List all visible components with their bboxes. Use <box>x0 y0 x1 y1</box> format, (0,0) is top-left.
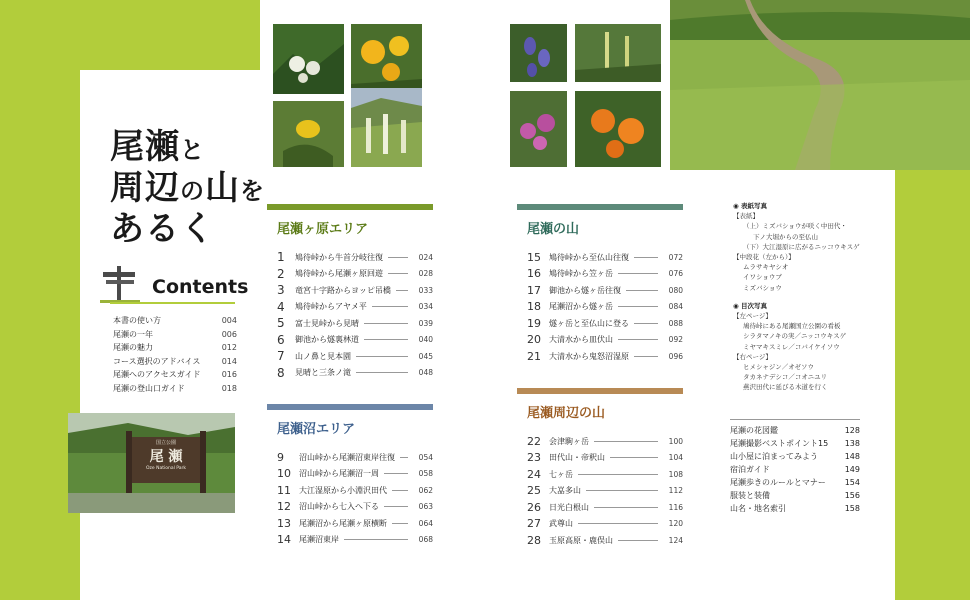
note-line: （下）大江湿原に広がるニッコウキスゲ <box>743 242 860 251</box>
toc-item[interactable]: 23 田代山・帝釈山 104 <box>527 451 683 465</box>
toc-row[interactable]: 尾瀬歩きのルールとマナー 154 <box>730 478 860 487</box>
toc-row[interactable]: 尾瀬へのアクセスガイド 016 <box>113 370 237 379</box>
toc-item[interactable]: 1 鳩待峠から牛首分岐往復 024 <box>277 250 433 265</box>
section-bar <box>267 204 433 210</box>
camera-icon: ◉ <box>733 301 741 310</box>
camera-icon: ◉ <box>733 202 741 210</box>
toc-item[interactable]: 18 尾瀬沼から燧ヶ岳 084 <box>527 300 683 314</box>
toc-item[interactable]: 11 大江湿原から小淵沢田代 062 <box>277 483 433 497</box>
note-line: ヒメシャジン／オゼソウ <box>743 363 815 372</box>
section-heading: 尾瀬沼エリア <box>277 422 356 437</box>
contents-rule <box>110 302 235 304</box>
photo-corn-lily-field <box>351 88 422 167</box>
divider <box>730 419 860 420</box>
section-bar <box>517 204 683 210</box>
section-oze-mountains <box>517 204 683 365</box>
book-title: 尾瀬と 周辺の山を あるく <box>110 127 265 249</box>
sign-en: Oze National Park <box>145 466 186 471</box>
toc-row[interactable]: 尾瀬の花図鑑 128 <box>730 426 860 435</box>
sign-big: 尾 瀬 <box>149 449 183 465</box>
toc-photo-heading: ◉ 目次写真 <box>733 301 767 310</box>
toc-row[interactable]: 尾瀬撮影ベストポイント15 138 <box>730 439 860 448</box>
photo-yellow-violet <box>273 101 344 167</box>
toc-item[interactable]: 9 沼山峠から尾瀬沼東岸往復 054 <box>277 450 433 464</box>
note-line: ミズバショウ <box>743 283 782 292</box>
toc-row[interactable]: コース選択のアドバイス 014 <box>113 356 237 366</box>
photo-oze-grass <box>575 24 661 82</box>
photo-yellow-lily <box>351 24 422 94</box>
toc-row[interactable]: 尾瀬の魅力 012 <box>113 343 237 352</box>
toc-item[interactable]: 22 会津駒ヶ岳 100 <box>527 434 683 448</box>
contents-heading: Contents <box>152 276 249 298</box>
note-line: 【中段花（左から）】 <box>733 253 795 262</box>
sign-small: 国立公園 <box>155 440 176 446</box>
intro-toc <box>113 314 237 395</box>
toc-item[interactable]: 19 燧ヶ岳と至仏山に登る 088 <box>527 316 683 330</box>
toc-item[interactable]: 15 鳩待峠から至仏山往復 072 <box>527 250 683 264</box>
toc-item[interactable]: 28 玉原高原・鹿俣山 124 <box>527 533 683 547</box>
section-heading: 尾瀬ヶ原エリア <box>277 222 369 237</box>
extras-toc <box>730 424 860 515</box>
note-line: タカネナデシコ／コオニユリ <box>743 373 828 382</box>
toc-row[interactable]: 服装と装備 156 <box>730 491 860 500</box>
toc-item[interactable]: 10 沼山峠から尾瀬沼一周 058 <box>277 467 433 481</box>
toc-item[interactable]: 6 御池から燧裏林道 040 <box>277 332 433 347</box>
toc-item[interactable]: 17 御池から燧ヶ岳往復 080 <box>527 283 683 297</box>
section-ozenuma <box>267 404 433 548</box>
photo-boardwalk-marsh <box>670 0 970 170</box>
green-accent-left <box>0 70 80 600</box>
note-line: 下ノ大堀からの至仏山 <box>753 232 818 241</box>
toc-row[interactable]: 宿泊ガイド 149 <box>730 465 860 474</box>
note-line: イワショウブ <box>743 273 782 282</box>
toc-item[interactable]: 25 大嵓多山 112 <box>527 484 683 498</box>
toc-item[interactable]: 21 大清水から鬼怒沼湿原 096 <box>527 349 683 363</box>
green-accent-right <box>895 170 970 600</box>
signpost-icon <box>100 262 140 304</box>
section-ozegahara <box>267 204 433 381</box>
toc-item[interactable]: 26 日光白根山 116 <box>527 500 683 514</box>
section-bar <box>517 388 683 394</box>
note-line: 【左ページ】 <box>733 312 772 321</box>
toc-item[interactable]: 7 山ノ鼻と見本園 045 <box>277 349 433 364</box>
toc-item[interactable]: 5 富士見峠から見晴 039 <box>277 316 433 331</box>
toc-item[interactable]: 27 武尊山 120 <box>527 517 683 531</box>
note-line: 【右ページ】 <box>733 352 772 361</box>
section-bar <box>267 404 433 410</box>
photo-orange-lily <box>575 91 661 167</box>
note-line: （上）ミズバショウが咲く中田代・ <box>743 222 847 231</box>
toc-item[interactable]: 20 大清水から皿伏山 092 <box>527 333 683 347</box>
note-line: 燕沢田代に延びる木道を行く <box>743 383 828 392</box>
note-line: 鳩待峠にある尾瀬国立公園の看板 <box>743 322 841 331</box>
cover-photo-heading: ◉ 表紙写真 <box>733 202 767 210</box>
photo-notes <box>733 201 883 393</box>
toc-item[interactable]: 13 尾瀬沼から尾瀬ヶ原横断 064 <box>277 516 433 530</box>
photo-pink-dianthus <box>510 91 567 167</box>
toc-item[interactable]: 8 見晴と三条ノ滝 048 <box>277 365 433 380</box>
photo-oze-signboard <box>68 413 235 513</box>
section-heading: 尾瀬の山 <box>527 222 580 237</box>
toc-row[interactable]: 山名・地名索引 158 <box>730 504 860 513</box>
note-line: シラタマノキの実／ニッコウキスゲ <box>743 332 847 341</box>
toc-item[interactable]: 12 沼山峠から七入へ下る 063 <box>277 500 433 514</box>
photo-white-berries <box>273 24 344 94</box>
toc-row[interactable]: 尾瀬の一年 006 <box>113 329 237 339</box>
toc-item[interactable]: 14 尾瀬沼東岸 068 <box>277 533 433 547</box>
green-accent-top <box>0 0 260 70</box>
toc-item[interactable]: 16 鳩待峠から笠ヶ岳 076 <box>527 267 683 281</box>
toc-row[interactable]: 山小屋に泊まってみよう 148 <box>730 452 860 461</box>
toc-item[interactable]: 3 竜宮十字路からヨッピ吊橋 033 <box>277 283 433 298</box>
section-surrounding-mountains <box>517 388 683 549</box>
note-line: ムラサキヤシオ <box>743 263 789 272</box>
photo-blue-bellflower <box>510 24 567 82</box>
toc-item[interactable]: 4 鳩待峠からアヤメ平 034 <box>277 299 433 314</box>
section-heading: 尾瀬周辺の山 <box>527 406 606 421</box>
toc-item[interactable]: 24 七ヶ岳 108 <box>527 467 683 481</box>
toc-row[interactable]: 本書の使い方 004 <box>113 316 237 325</box>
note-line: 【表紙】 <box>733 212 759 221</box>
note-line: ミヤマキスミレ／コバイケイソウ <box>743 342 840 351</box>
toc-row[interactable]: 尾瀬の登山口ガイド 018 <box>113 383 237 393</box>
toc-item[interactable]: 2 鳩待峠から尾瀬ヶ原回遊 028 <box>277 266 433 281</box>
